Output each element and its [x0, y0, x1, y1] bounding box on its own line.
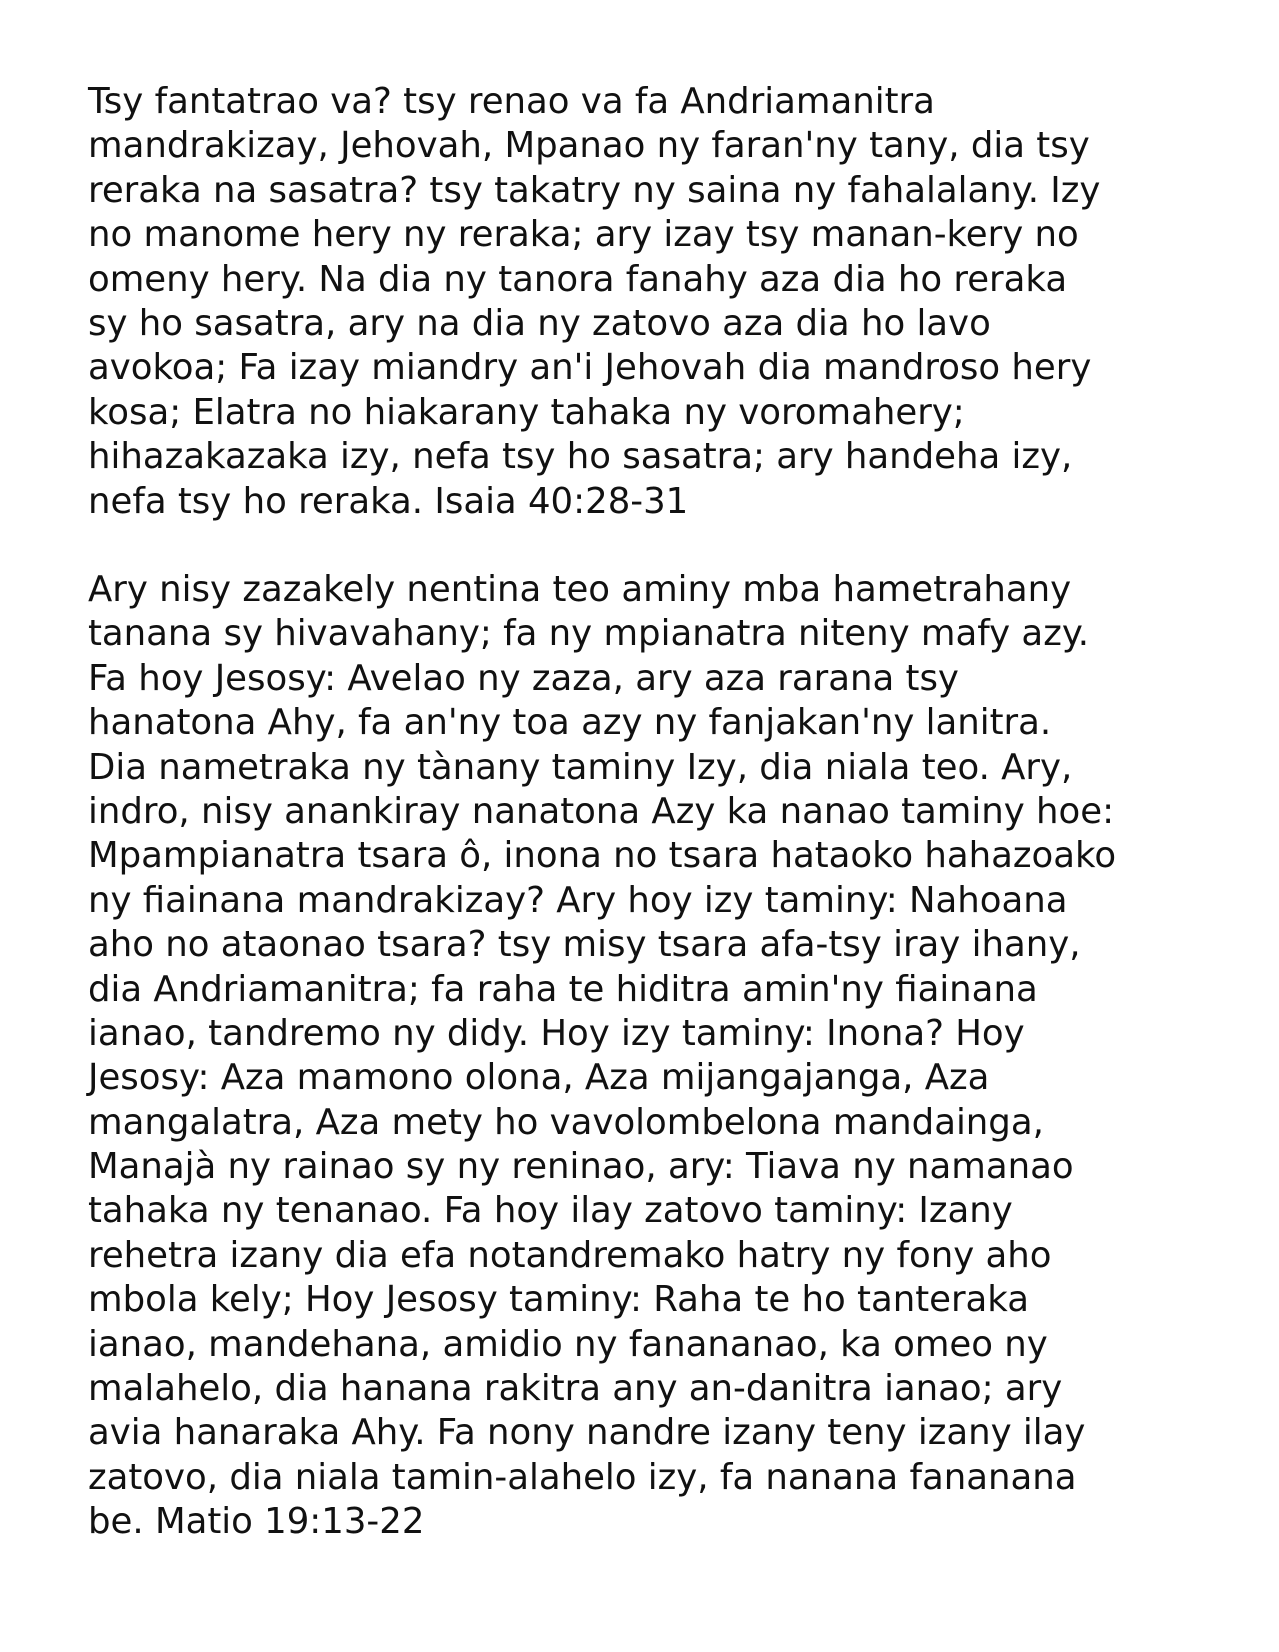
text-line: ny fiainana mandrakizay? Ary hoy izy taminy: Nahoana [88, 879, 1068, 921]
paragraph-matio [88, 568, 1218, 1545]
text-line: rehetra izany dia efa notandremako hatry ny fony aho [88, 1234, 1052, 1276]
text-line: avia hanaraka Ahy. Fa nony nandre izany teny izany ilay [88, 1412, 1086, 1454]
text-line: hihazakazaka izy, nefa tsy ho sasatra; ary handeha izy, [88, 436, 1073, 478]
text-line: aho no ataonao tsara? tsy misy tsara afa-tsy iray ihany, [88, 924, 1081, 966]
text-line: sy ho sasatra, ary na dia ny zatovo aza dia ho lavo [88, 302, 991, 344]
text-line: tahaka ny tenanao. Fa hoy ilay zatovo taminy: Izany [88, 1190, 1013, 1232]
text-line: Manajà ny rainao sy ny reninao, ary: Tiava ny namanao [88, 1146, 1074, 1188]
text-line: hanatona Ahy, fa an'ny toa azy ny fanjakan'ny lanitra. [88, 702, 1052, 744]
text-line: malahelo, dia hanana rakitra any an-danitra ianao; ary [88, 1368, 1063, 1410]
text-line: Mpampianatra tsara ô, inona no tsara hataoko hahazoako [88, 835, 1117, 877]
text-line: Tsy fantatrao va? tsy renao va fa Andriamanitra [88, 81, 935, 122]
text-line: indro, nisy anankiray nanatona Azy ka nanao taminy hoe: [88, 790, 1115, 832]
text-line: Jesosy: Aza mamono olona, Aza mijangajanga, Aza [88, 1057, 990, 1099]
text-line: mangalatra, Aza mety ho vavolombelona mandainga, [88, 1101, 1044, 1143]
text-line: reraka na sasatra? tsy takatry ny saina ny fahalalany. Izy [88, 169, 1101, 211]
text-line: be. Matio 19:13-22 [88, 1501, 425, 1543]
text-line: Fa hoy Jesosy: Avelao ny zaza, ary aza rarana tsy [88, 657, 959, 699]
text-line: Ary nisy zazakely nentina teo aminy mba hametrahany [88, 569, 1072, 610]
text-line: Dia nametraka ny tànany taminy Izy, dia niala teo. Ary, [88, 746, 1073, 788]
text-line: kosa; Elatra no hiakarany tahaka ny voromahery; [88, 391, 965, 433]
text-line: tanana sy hivavahany; fa ny mpianatra niteny mafy azy. [88, 613, 1090, 655]
text-line: no manome hery ny reraka; ary izay tsy manan-kery no [88, 214, 1079, 256]
text-line: avokoa; Fa izay miandry an'i Jehovah dia mandroso hery [88, 347, 1092, 389]
text-line: ianao, tandremo ny didy. Hoy izy taminy: Inona? Hoy [88, 1012, 1025, 1054]
text-line: ianao, mandehana, amidio ny fanananao, ka omeo ny [88, 1323, 1048, 1365]
text-line: mbola kely; Hoy Jesosy taminy: Raha te ho tanteraka [88, 1279, 1029, 1321]
text-line: dia Andriamanitra; fa raha te hiditra amin'ny fiainana [88, 968, 1038, 1010]
text-line: nefa tsy ho reraka. Isaia 40:28-31 [88, 480, 689, 522]
text-line: zatovo, dia niala tamin-alahelo izy, fa nanana fananana [88, 1456, 1077, 1498]
text-line: omeny hery. Na dia ny tanora fanahy aza dia ho reraka [88, 258, 1068, 300]
paragraph-isaia [88, 80, 1218, 524]
text-line: mandrakizay, Jehovah, Mpanao ny faran'ny tany, dia tsy [88, 125, 1090, 167]
